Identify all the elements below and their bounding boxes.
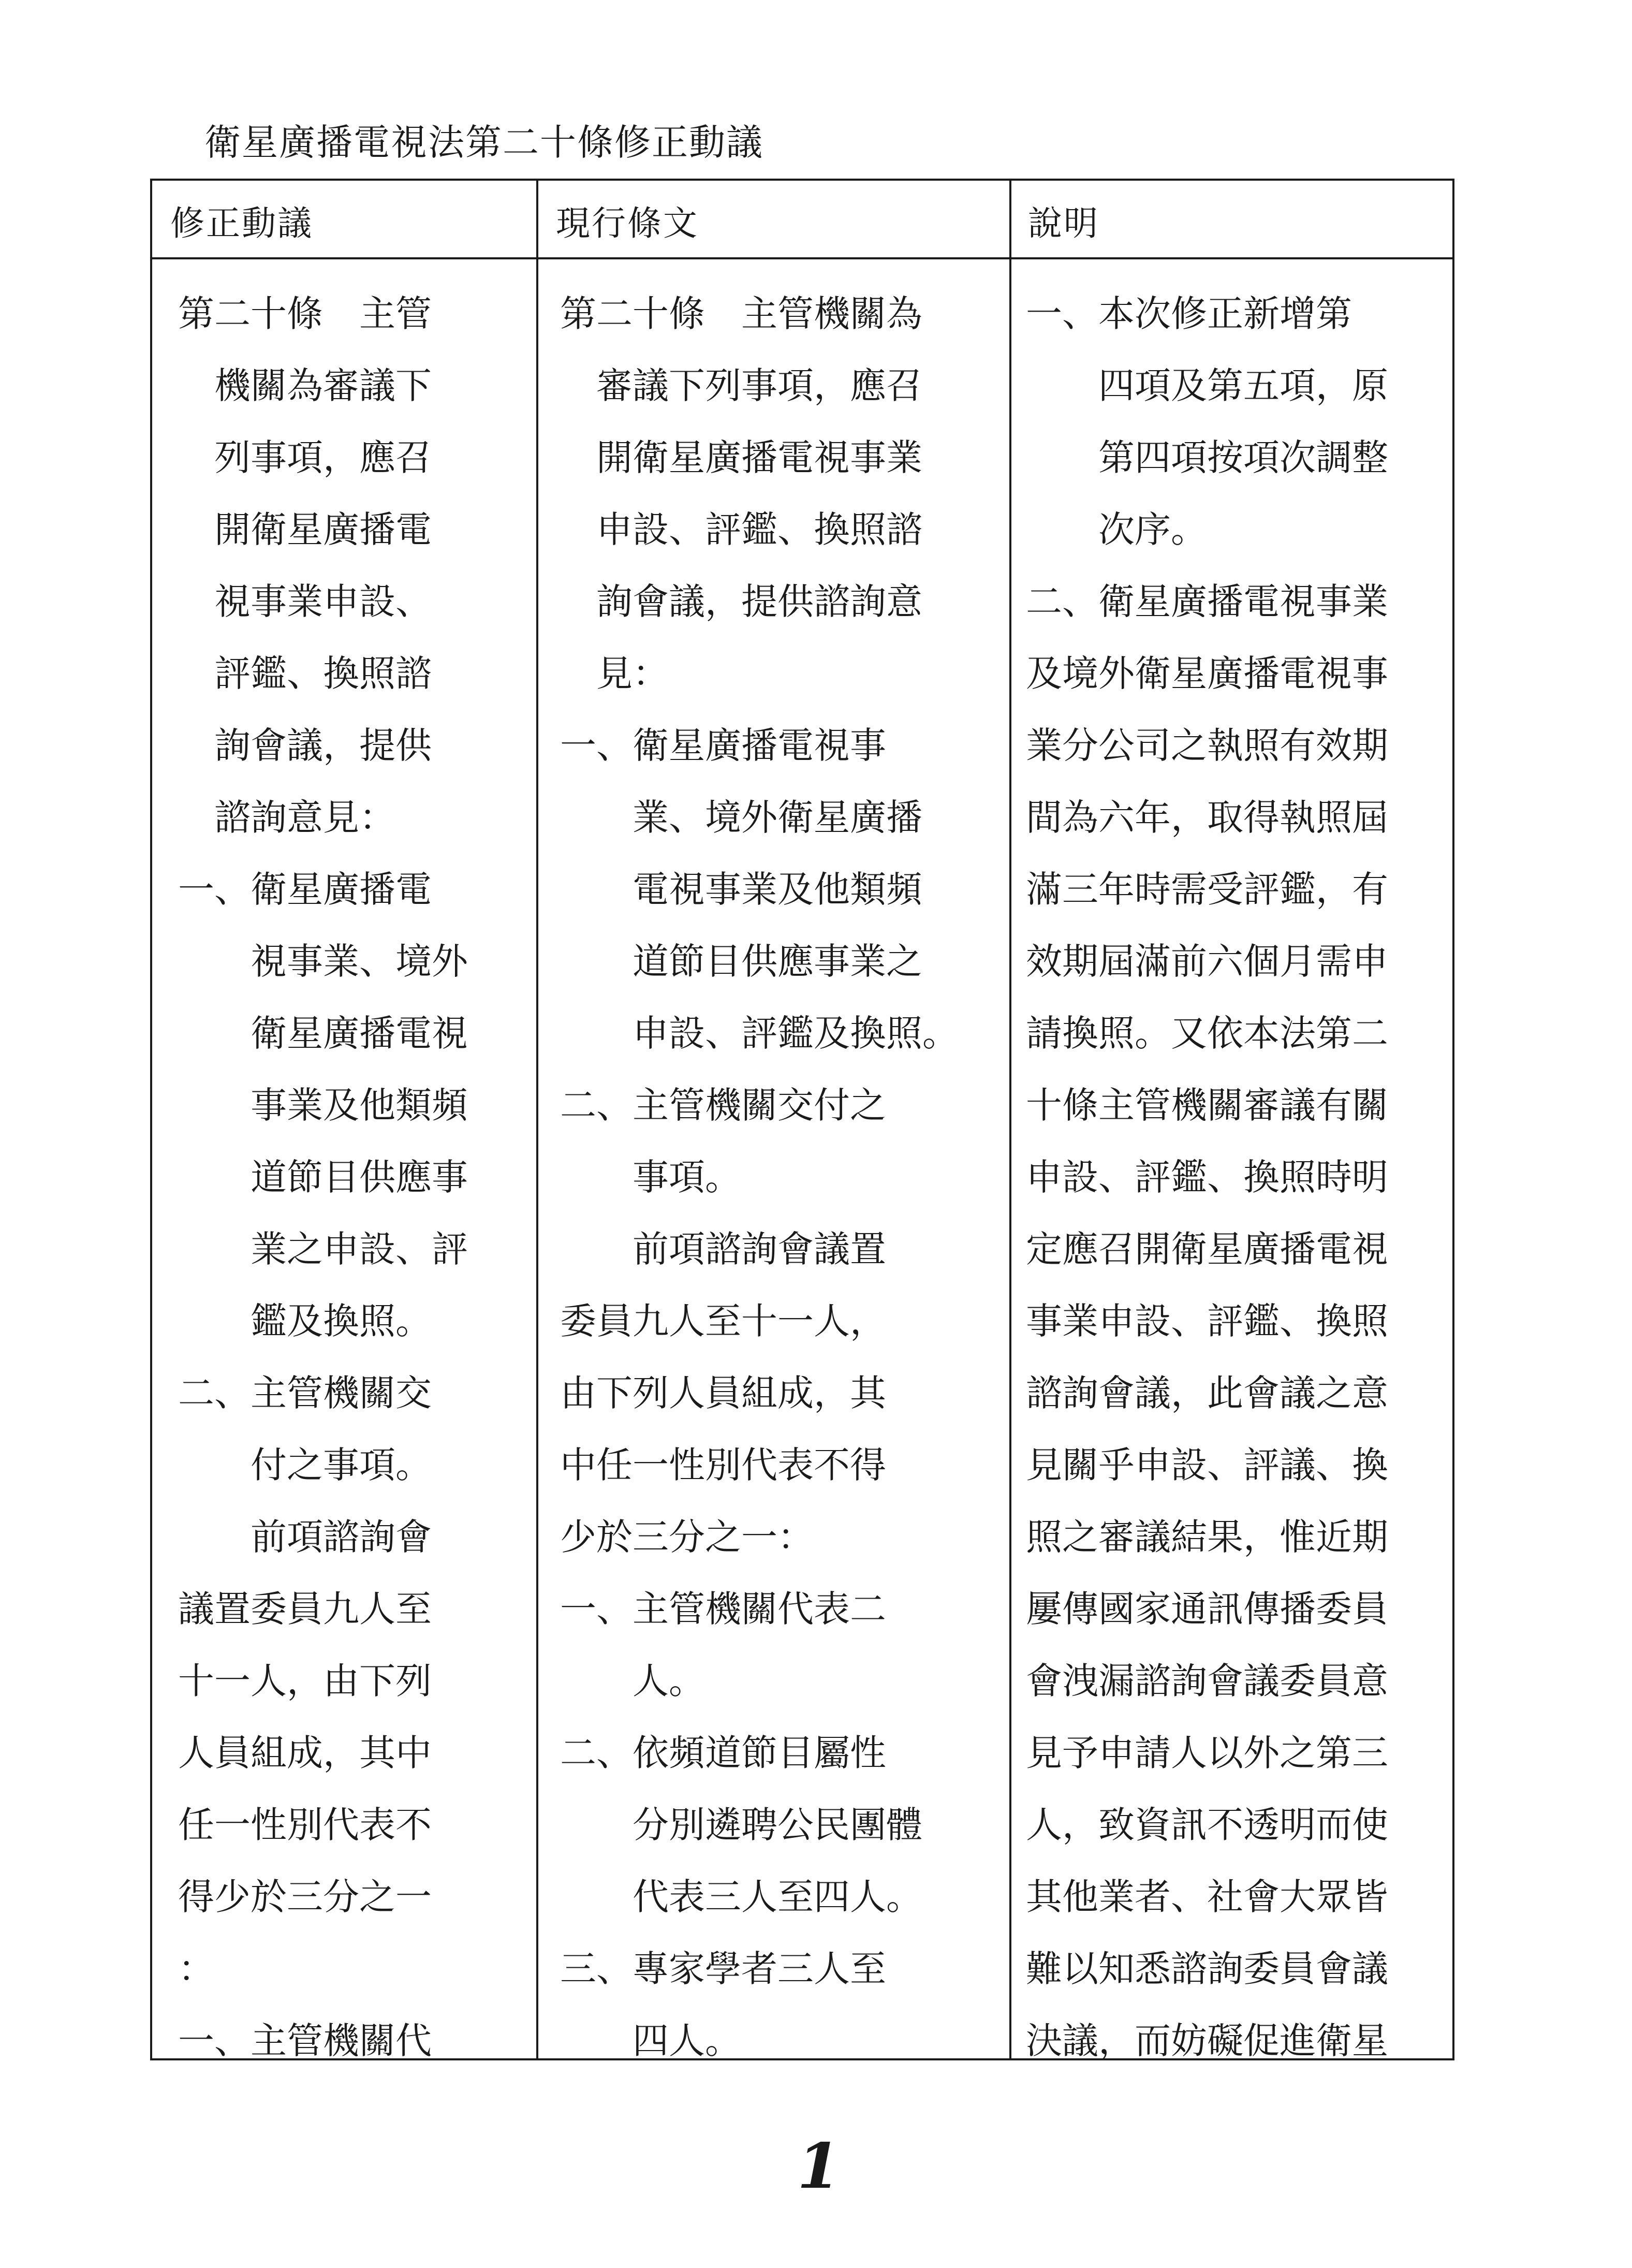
text-line: 滿三年時需受評鑑，有 xyxy=(1026,868,1388,911)
text-line: 得少於三分之一 xyxy=(178,1876,432,1918)
text-line: 事項。 xyxy=(560,1156,741,1198)
text-line: 二、主管機關交 xyxy=(178,1372,432,1414)
text-line: 衛星廣播電視 xyxy=(178,1012,468,1055)
text-line: 人，致資訊不透明而使 xyxy=(1026,1804,1388,1846)
amendment-text xyxy=(178,278,530,2077)
text-line: 申設、評鑑、換照諮 xyxy=(560,508,922,551)
text-line: 分別遴聘公民團體 xyxy=(560,1804,922,1846)
text-line: 見予申請人以外之第三 xyxy=(1026,1732,1388,1774)
text-line: 議置委員九人至 xyxy=(178,1588,432,1630)
text-line: 難以知悉諮詢委員會議 xyxy=(1026,1948,1388,1990)
column-divider xyxy=(1009,181,1011,2058)
text-line: 照之審議結果，惟近期 xyxy=(1026,1516,1388,1558)
text-line: 請換照。又依本法第二 xyxy=(1026,1012,1388,1055)
text-line: 決議，而妨礙促進衛星 xyxy=(1026,2020,1388,2062)
text-line: 第二十條 主管機關為 xyxy=(560,292,922,335)
text-line: 一、衛星廣播電 xyxy=(178,868,432,911)
explanation-text xyxy=(1026,278,1450,2077)
text-line: 第四項按項次調整 xyxy=(1026,436,1388,479)
text-line: 二、衛星廣播電視事業 xyxy=(1026,580,1388,623)
text-line: 一、本次修正新增第 xyxy=(1026,292,1352,335)
text-line: 屢傳國家通訊傳播委員 xyxy=(1026,1588,1388,1630)
text-line: ： xyxy=(178,1948,214,1990)
text-line: 申設、評鑑、換照時明 xyxy=(1026,1156,1388,1198)
text-line: 前項諮詢會議置 xyxy=(560,1228,886,1270)
text-line: 十條主管機關審議有關 xyxy=(1026,1084,1388,1126)
text-line: 二、依頻道節目屬性 xyxy=(560,1732,886,1774)
text-line: 少於三分之一： xyxy=(560,1516,814,1558)
text-line: 申設、評鑑及換照。 xyxy=(560,1012,959,1055)
text-line: 間為六年，取得執照屆 xyxy=(1026,796,1388,839)
text-line: 業之申設、評 xyxy=(178,1228,468,1270)
text-line: 四項及第五項，原 xyxy=(1026,364,1388,407)
text-line: 二、主管機關交付之 xyxy=(560,1084,886,1126)
text-line: 審議下列事項，應召 xyxy=(560,364,922,407)
text-line: 委員九人至十一人， xyxy=(560,1300,886,1342)
text-line: 鑑及換照。 xyxy=(178,1300,432,1342)
text-line: 業分公司之執照有效期 xyxy=(1026,724,1388,767)
text-line: 一、主管機關代 xyxy=(178,2020,432,2062)
text-line: 四人。 xyxy=(560,2020,741,2062)
text-line: 道節目供應事 xyxy=(178,1156,468,1198)
text-line: 前項諮詢會 xyxy=(178,1516,432,1558)
text-line: 電視事業及他類頻 xyxy=(560,868,922,911)
header-amendment: 修正動議 xyxy=(170,203,313,243)
header-explanation: 說明 xyxy=(1028,203,1099,243)
text-line: 開衛星廣播電 xyxy=(178,508,432,551)
text-line: 諮詢會議，此會議之意 xyxy=(1026,1372,1388,1414)
text-line: 一、衛星廣播電視事 xyxy=(560,724,886,767)
current-text-column xyxy=(560,278,1005,2077)
current-article-text xyxy=(560,278,1005,2077)
text-line: 中任一性別代表不得 xyxy=(560,1444,886,1486)
text-line: 視事業申設、 xyxy=(178,580,432,623)
text-line: 三、專家學者三人至 xyxy=(560,1948,886,1990)
amendment-column xyxy=(178,278,530,2077)
text-line: 開衛星廣播電視事業 xyxy=(560,436,922,479)
text-line: 詢會議，提供諮詢意 xyxy=(560,580,922,623)
text-line: 第二十條 主管 xyxy=(178,292,432,335)
text-line: 列事項，應召 xyxy=(178,436,432,479)
document-title: 衛星廣播電視法第二十條修正動議 xyxy=(204,121,763,164)
text-line: 十一人，由下列 xyxy=(178,1660,432,1702)
text-line: 人。 xyxy=(560,1660,705,1702)
page-number: 1 xyxy=(797,2130,841,2203)
text-line: 見： xyxy=(560,652,669,695)
text-line: 付之事項。 xyxy=(178,1444,432,1486)
explanation-column xyxy=(1026,278,1450,2077)
text-line: 諮詢意見： xyxy=(178,796,395,839)
text-line: 詢會議，提供 xyxy=(178,724,432,767)
text-line: 效期屆滿前六個月需申 xyxy=(1026,940,1388,983)
column-divider xyxy=(536,181,538,2058)
text-line: 次序。 xyxy=(1026,508,1207,551)
text-line: 人員組成，其中 xyxy=(178,1732,432,1774)
text-line: 會洩漏諮詢會議委員意 xyxy=(1026,1660,1388,1702)
text-line: 代表三人至四人。 xyxy=(560,1876,922,1918)
table-header-row xyxy=(152,181,1452,259)
text-line: 業、境外衛星廣播 xyxy=(560,796,922,839)
text-line: 定應召開衛星廣播電視 xyxy=(1026,1228,1388,1270)
text-line: 機關為審議下 xyxy=(178,364,432,407)
text-line: 事業及他類頻 xyxy=(178,1084,468,1126)
text-line: 評鑑、換照諮 xyxy=(178,652,432,695)
text-line: 一、主管機關代表二 xyxy=(560,1588,886,1630)
text-line: 事業申設、評鑑、換照 xyxy=(1026,1300,1388,1342)
text-line: 任一性別代表不 xyxy=(178,1804,432,1846)
text-line: 視事業、境外 xyxy=(178,940,468,983)
text-line: 及境外衛星廣播電視事 xyxy=(1026,652,1388,695)
header-current-text: 現行條文 xyxy=(556,203,699,243)
amendment-comparison-table xyxy=(150,179,1454,2060)
text-line: 其他業者、社會大眾皆 xyxy=(1026,1876,1388,1918)
text-line: 道節目供應事業之 xyxy=(560,940,922,983)
text-line: 見關乎申設、評議、換 xyxy=(1026,1444,1388,1486)
text-line: 由下列人員組成，其 xyxy=(560,1372,886,1414)
